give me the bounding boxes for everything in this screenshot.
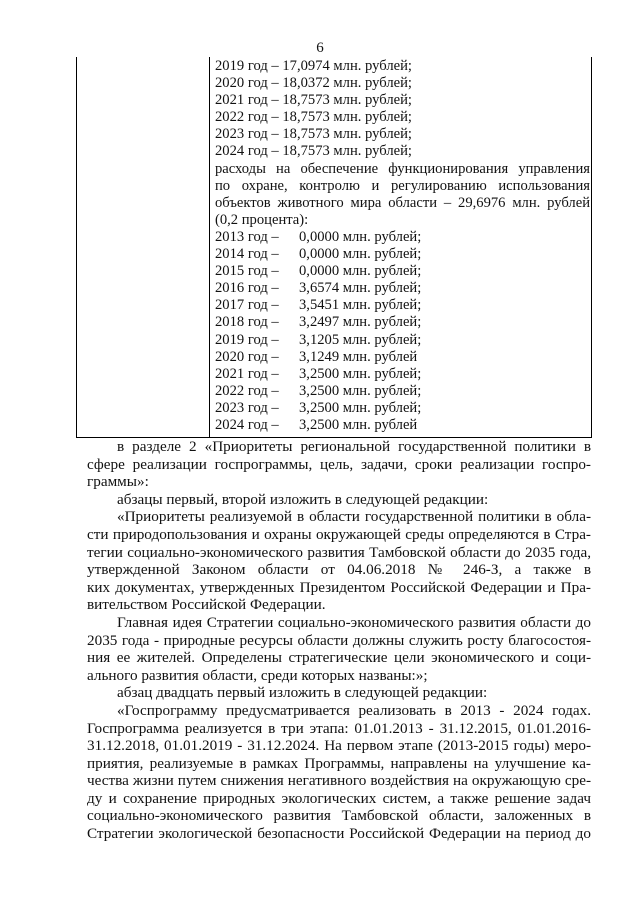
year-amount: 3,1249 млн. рублей <box>299 348 418 365</box>
body-line: ального развития области, среди которых названы:»; <box>87 666 428 684</box>
year-label: 2013 год – <box>215 228 279 245</box>
year-row <box>215 263 590 280</box>
year-amount: 3,1205 млн. рублей; <box>299 331 422 348</box>
document-body <box>87 438 591 843</box>
expenses-paragraph-line: (0,2 процента): <box>215 211 309 228</box>
funding-line: 2020 год – 18,0372 млн. рублей; <box>215 75 412 92</box>
year-label: 2021 год – <box>215 365 279 382</box>
body-line: абзацы первый, второй изложить в следующей редакции: <box>117 490 489 508</box>
year-amount: 3,6574 млн. рублей; <box>299 280 422 297</box>
funding-line: 2019 год – 17,0974 млн. рублей; <box>215 58 412 74</box>
body-line: «Госпрограмму предусматривается реализовать в 2013 - 2024 годах. <box>117 701 591 719</box>
body-line: 2035 года - природные ресурсы области должны служить росту благосостоя- <box>87 631 591 649</box>
funding-line: 2021 год – 18,7573 млн. рублей; <box>215 92 412 109</box>
year-label: 2024 год – <box>215 416 279 433</box>
year-row <box>215 383 590 400</box>
year-label: 2020 год – <box>215 348 279 365</box>
table-right-cell <box>215 58 590 434</box>
year-amount: 3,5451 млн. рублей; <box>299 297 422 314</box>
expenses-paragraph-line: по охране, контролю и регулированию использования <box>215 177 590 194</box>
body-line: граммы»: <box>87 473 149 491</box>
body-line: утвержденной Законом области от 04.06.2018 № 246-З, а также в <box>87 561 591 579</box>
year-label: 2022 год – <box>215 382 279 399</box>
page-number: 6 <box>316 40 324 56</box>
year-row <box>215 280 590 297</box>
year-label: 2016 год – <box>215 280 279 297</box>
year-amount: 0,0000 млн. рублей; <box>299 263 422 280</box>
year-amount: 3,2500 млн. рублей; <box>299 382 422 399</box>
expenses-paragraph-line: расходы на обеспечение функционирования управления <box>215 160 590 177</box>
year-label: 2015 год – <box>215 263 279 280</box>
year-label: 2023 год – <box>215 399 279 416</box>
year-row <box>215 314 590 331</box>
body-line: вительством Российской Федерации. <box>87 596 326 614</box>
body-line: в разделе 2 «Приоритеты региональной государственной политики в <box>117 438 591 455</box>
funding-line: 2022 год – 18,7573 млн. рублей; <box>215 109 412 126</box>
body-line: социально-экономического развития Тамбовской области, заложенных в <box>87 807 591 825</box>
body-line: чества жизни путем снижения негативного воздействия на окружающую сре- <box>87 772 591 790</box>
body-line: ких документах, утвержденных Президентом Российской Федерации и Пра- <box>87 578 591 596</box>
year-label: 2019 год – <box>215 331 279 348</box>
year-row <box>215 400 590 417</box>
table-column-divider <box>209 57 210 438</box>
expenses-paragraph-line: объектов животного мира области – 29,6976 млн. рублей <box>215 194 590 211</box>
year-row <box>215 332 590 349</box>
body-line: приятия, реализуемые в рамках Программы, направлены на улучшение ка- <box>87 754 591 772</box>
year-row <box>215 349 590 366</box>
year-amount: 3,2497 млн. рублей; <box>299 314 422 331</box>
year-row <box>215 417 590 434</box>
body-line: «Приоритеты реализуемой в области государственной политики в обла- <box>117 508 591 526</box>
year-amount: 3,2500 млн. рублей; <box>299 365 422 382</box>
year-label: 2017 год – <box>215 297 279 314</box>
year-row <box>215 366 590 383</box>
body-line: Госпрограмма реализуется в три этапа: 01.01.2013 - 31.12.2015, 01.01.2016- <box>87 719 591 737</box>
body-line: сти природопользования и охраны окружающей среды определяются в Стра- <box>87 525 591 543</box>
body-line: тегии социально-экономического развития Тамбовской области до 2035 года, <box>87 543 591 561</box>
body-line: ду и сохранение природных экологических систем, а также решение задач <box>87 789 591 807</box>
year-label: 2018 год – <box>215 314 279 331</box>
year-amount: 0,0000 млн. рублей; <box>299 246 422 263</box>
year-amount: 3,2500 млн. рублей <box>299 416 418 433</box>
body-line: Стратегии экологической безопасности Российской Федерации на период до <box>87 825 591 843</box>
year-amount: 3,2500 млн. рублей; <box>299 399 422 416</box>
body-line: Главная идея Стратегии социально-экономического развития области до <box>117 613 591 631</box>
year-amount: 0,0000 млн. рублей; <box>299 228 422 245</box>
year-label: 2014 год – <box>215 246 279 263</box>
year-row <box>215 246 590 263</box>
funding-line: 2024 год – 18,7573 млн. рублей; <box>215 143 412 160</box>
body-line: ния ее жителей. Определены стратегические цели экономического и соци- <box>87 649 591 667</box>
body-line: 31.12.2018, 01.01.2019 - 31.12.2024. На первом этапе (2013-2015 годы) меро- <box>87 737 591 755</box>
body-line: абзац двадцать первый изложить в следующей редакции: <box>117 684 488 702</box>
year-row <box>215 297 590 314</box>
body-line: сфере реализации госпрограммы, цель, задачи, сроки реализации госпро- <box>87 455 591 473</box>
funding-line: 2023 год – 18,7573 млн. рублей; <box>215 126 412 143</box>
year-row <box>215 229 590 246</box>
